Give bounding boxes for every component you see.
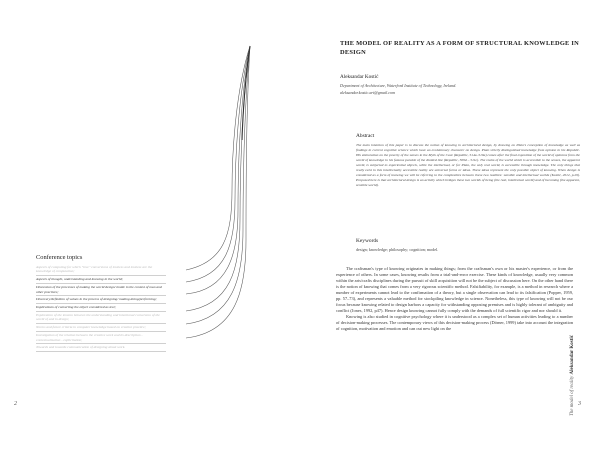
body-text xyxy=(336,266,573,333)
abstract-block xyxy=(356,133,580,188)
author-email[interactable]: aleksandar.kostic.art@gmail.com xyxy=(340,89,396,95)
curve-2 xyxy=(186,46,250,282)
left-page-number: 2 xyxy=(14,401,17,407)
running-head xyxy=(570,316,578,416)
keywords-block xyxy=(356,238,580,252)
keywords-heading: Keywords xyxy=(356,238,379,244)
body-paragraph: Knowing is also studied in cognitive psychology where it is understood as a complex set of human activities leading to a number of decision-making processes. The contemporary views of this decision-making process (Dörner, 1999) take into account the integration of cognition, motivation and emotion and can out new light on the xyxy=(336,314,573,332)
conference-topics-heading: Conference topics xyxy=(36,254,83,261)
topic-item: Towards and towards communication of designing about work. xyxy=(36,344,166,352)
topic-item: Investigation of the relation between the creative work and its description - contextualisation - explicitation; xyxy=(36,332,166,344)
conference-topics xyxy=(36,254,166,352)
paper-title: THE MODEL OF REALITY AS A FORM OF STRUCTURAL KNOWLEDGE IN DESIGN xyxy=(340,40,580,56)
curve-1 xyxy=(186,46,250,270)
author-affiliation: Department of Architecture, Waterford Institute of Technology, Ireland. xyxy=(340,83,457,89)
running-head-author: Aleksandar Kostić xyxy=(570,335,575,375)
right-page-number: 3 xyxy=(578,401,581,407)
topic-item: Discussion of the processes of making the world design/ inside in the context of man and other practices; xyxy=(36,284,166,296)
keywords-text: design; knowledge; philosophy; cognition; model. xyxy=(356,247,439,252)
topic-item: Implications of converting the object considered as text; xyxy=(36,304,166,312)
topic-item: Exploration of the tension between the understanding and intentional conversion of the world of and in design; xyxy=(36,312,166,324)
topic-item: Aspects of computing for which "true" conversions of lossless and lossless are the knowledge of computation; xyxy=(36,264,166,276)
abstract-heading: Abstract xyxy=(356,133,375,139)
running-head-prefix: The model of reality xyxy=(570,375,575,416)
body-paragraph: The craftsman's type of knowing originates in making things; from the craftsman's own or his master's experience, or from the experience of others. In some cases, knowing results from a trial-and-error exercise. These kinds of knowledge, usually very common within the arts/crafts disciplines during the pursuit of skill acquisition will not be the subject of discussion here. On the other hand there is the notion of knowing that comes from a very rigorous scientific method. Falsifiability, for example, is a method in research where a number of experiments cannot lead to the confirmation of a theory, but a single observation can lead to its falsification (Popper, 1959, pp. 57–73), and represents a valuable method for stockpiling knowledge in science. Nonetheless, this type of knowing will not be our focus because knowing related to design harbors a capacity for withstanding opposing premises and is highly tolerant of ambiguity and conflict (Jones, 1992, p47). Hence design knowing cannot fully comply with the demands of full scientific rigor and nor should it. xyxy=(336,266,573,314)
abstract-text: The main intention of this paper is to discuss the notion of knowing in architectural design, by drawing on Plato's conception of knowledge as well as findings in current cognitive science which have an evolutionary character on design. Plato strictly distinguished knowledge from opinion in his Republic. His elaboration on the poverty of the senses in the Myth of the Cave (Republic, 514a–519a) comes after the final exposition of the world of opinions from the world of knowledge in his famous parable of the divided line (Republic, 509d – 511e). The realm of the world which is accessible to the senses, the apparent world, is subjected to experiential objects, while the intellectual, or for Plato, the only real world, is accessible through knowledge. The only things that really exist in this intellectually accessible reality are universal forms or ideas. These ideas represent the only possible object of knowing. When design is considered as a form of knowing we will be referring to the complexities between these two realities: sensible and intellectual worlds (Kostić, 2012, p.29). Proposed here is that architectural design is an activity which bridges these two worlds of being (the real, intellectual world) and of becoming (the apparent, sensible world). xyxy=(356,143,580,188)
topic-item: Aspects of thought, understanding and knowing in the world; xyxy=(36,276,166,284)
author-name: Aleksandar Kostić xyxy=(340,74,379,81)
topic-item: Norms and future criteria in computer knowledge based on creative practice; xyxy=(36,324,166,332)
title-block xyxy=(340,40,580,95)
topic-item: Discovery/definition of values in the process of designing/ making doing/performing; xyxy=(36,296,166,304)
